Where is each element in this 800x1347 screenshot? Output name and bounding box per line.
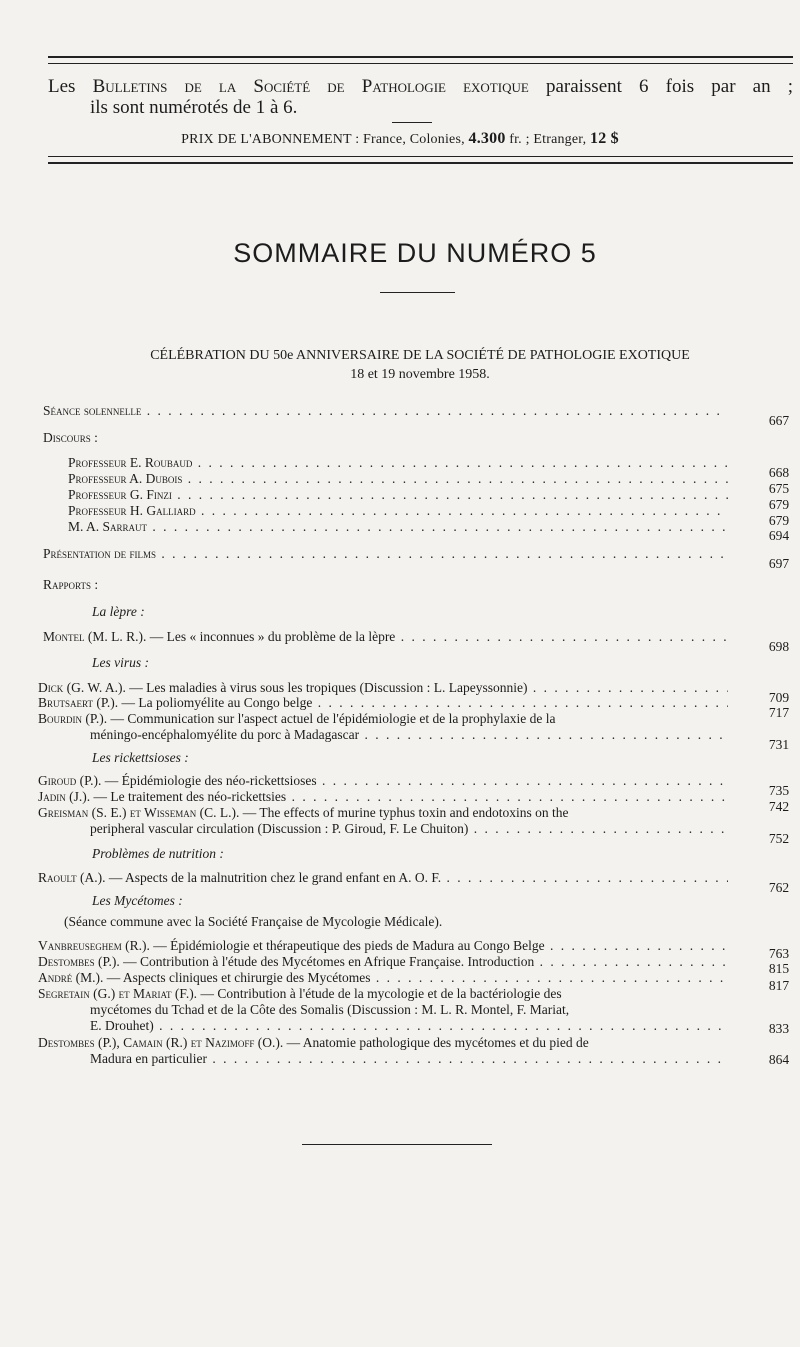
toc-entry-bourdin: Bourdin (P.). — Communication sur l'aspect actuel de l'épidémiologie et de la prophylaxie de la [38, 711, 556, 726]
header-text-parution: paraissent 6 fois par an ; [545, 76, 794, 97]
toc-entry-destombes-camain: Destombes (P.), Camain (R.) et Nazimoff (O.). — Anatomie pathologique des mycétomes et du pied de [38, 1035, 589, 1050]
mycetomes-note: (Séance commune avec la Société Française de Mycologie Médicale). [64, 914, 443, 929]
toc-page-number: 833 [768, 1021, 790, 1036]
toc-entry-montel: Montel (M. L. R.). — Les « inconnues » du problème de la lèpre . . . [43, 629, 728, 645]
section-discours: Discours : [43, 430, 98, 445]
prix-label: PRIX DE L'ABONNEMENT [181, 132, 352, 147]
toc-page-number: 709 [768, 690, 790, 705]
toc-entry-andre: André (M.). — Aspects cliniques et chirurgie des Mycétomes . . . [38, 970, 728, 986]
subsection-lepre: La lèpre : [92, 604, 145, 619]
toc-entry-roubaud: Professeur E. Roubaud . . . [68, 455, 728, 471]
header-short-rule [392, 122, 432, 123]
toc-page-number: 679 [768, 513, 790, 528]
bottom-rule [302, 1144, 492, 1145]
toc-entry-finzi: Professeur G. Finzi . . . [68, 487, 728, 503]
toc-entry-greisman-cont: peripheral vascular circulation (Discussion : P. Giroud, F. Le Chuiton) . . . [90, 821, 728, 837]
toc-entry-sarraut: M. A. Sarraut . . . [68, 519, 728, 535]
celebration-heading [0, 346, 800, 384]
header-double-rule-upper [48, 156, 793, 157]
toc-page-number: 731 [768, 737, 790, 752]
toc-entry-galliard: Professeur H. Galliard . . . [68, 503, 728, 519]
toc-entry-greisman: Greisman (S. E.) et Wisseman (C. L.). — The effects of murine typhus toxin and endotoxins on the [38, 805, 569, 820]
toc-page-number: 735 [768, 783, 790, 798]
toc-page-number: 864 [768, 1052, 790, 1067]
subscription-price [0, 130, 800, 148]
toc-entry-vanbreuseghem: Vanbreuseghem (R.). — Épidémiologie et thérapeutique des pieds de Madura au Congo Belge . . . [38, 938, 728, 954]
toc-page-number: 694 [768, 528, 790, 543]
toc-entry-segretain: Segretain (G.) et Mariat (F.). — Contribution à l'étude de la mycologie et de la bactériologie des [38, 986, 562, 1001]
toc-page-number: 762 [768, 880, 790, 895]
title-rule [380, 292, 455, 293]
toc-page-number: 763 [768, 946, 790, 961]
toc-page-number: 668 [768, 465, 790, 480]
toc-entry-segretain-cont: mycétomes du Tchad et de la Côte des Somalis (Discussion : M. L. R. Montel, F. Mariat, [90, 1002, 570, 1017]
header-line-2: ils sont numérotés de 1 à 6. [90, 97, 298, 118]
toc-page-number: 679 [768, 497, 790, 512]
header-line-1 [48, 76, 793, 98]
subsection-nutrition: Problèmes de nutrition : [92, 846, 224, 861]
toc-page-number: 752 [768, 831, 790, 846]
toc-page-number: 675 [768, 481, 790, 496]
toc-entry-giroud: Giroud (P.). — Épidémiologie des néo-rickettsioses . . . [38, 773, 728, 789]
prix-text-b: fr. ; Etranger, [509, 132, 587, 147]
toc-presentation-films: Présentation de films . . . [43, 546, 728, 562]
top-double-rule-lower [48, 63, 793, 64]
toc-page-number: 697 [768, 556, 790, 571]
toc-page-number: 742 [768, 799, 790, 814]
toc-page-number: 698 [768, 639, 790, 654]
toc-page-number: 815 [768, 961, 790, 976]
toc-entry-jadin: Jadin (J.). — Le traitement des néo-rickettsies . . . [38, 789, 728, 805]
toc-entry-raoult: Raoult (A.). — Aspects de la malnutrition chez le grand enfant en A. O. F. . . . [38, 870, 728, 886]
toc-entry-bourdin-cont: méningo-encéphalomyélite du porc à Madagascar . . . [90, 727, 728, 743]
toc-page-number: 717 [768, 705, 790, 720]
prix-amount-foreign: 12 $ [590, 130, 619, 147]
toc-entry-dick: Dick (G. W. A.). — Les maladies à virus sous les tropiques (Discussion : L. Lapeyssonnie) . . . [38, 680, 728, 696]
prix-amount: 4.300 [468, 130, 506, 147]
toc-page-number: 667 [768, 413, 790, 428]
celebration-line-1: CÉLÉBRATION DU 50e ANNIVERSAIRE DE LA SOCIÉTÉ DE PATHOLOGIE EXOTIQUE [150, 348, 690, 363]
toc-page-number: 817 [768, 978, 790, 993]
prix-text-a: : France, Colonies, [355, 132, 465, 147]
top-double-rule-upper [48, 56, 793, 58]
toc-entry-dubois: Professeur A. Dubois . . . [68, 471, 728, 487]
toc-entry-destombes: Destombes (P.). — Contribution à l'étude des Mycétomes en Afrique Française. Introduction . . . [38, 954, 728, 970]
section-rapports: Rapports : [43, 577, 99, 592]
subsection-rickettsioses: Les rickettsioses : [92, 750, 189, 765]
toc-entry-destombes-camain-cont: Madura en particulier . . . [90, 1051, 728, 1067]
subsection-mycetomes: Les Mycétomes : [92, 893, 183, 908]
celebration-date: 18 et 19 novembre 1958. [350, 367, 490, 382]
header-text-bulletins: Bulletins de la Société de Pathologie exotique [92, 76, 529, 97]
toc-entry-brutsaert: Brutsaert (P.). — La poliomyélite au Congo belge . . . [38, 695, 728, 711]
toc-seance-solennelle: Séance solennelle . . . [43, 403, 728, 419]
toc-entry-segretain-cont2: E. Drouhet) . . . [90, 1018, 728, 1034]
subsection-virus: Les virus : [92, 655, 149, 670]
header-text-les: Les [48, 76, 76, 97]
header-double-rule-lower [48, 162, 793, 164]
page-title: SOMMAIRE DU NUMÉRO 5 [233, 238, 597, 268]
